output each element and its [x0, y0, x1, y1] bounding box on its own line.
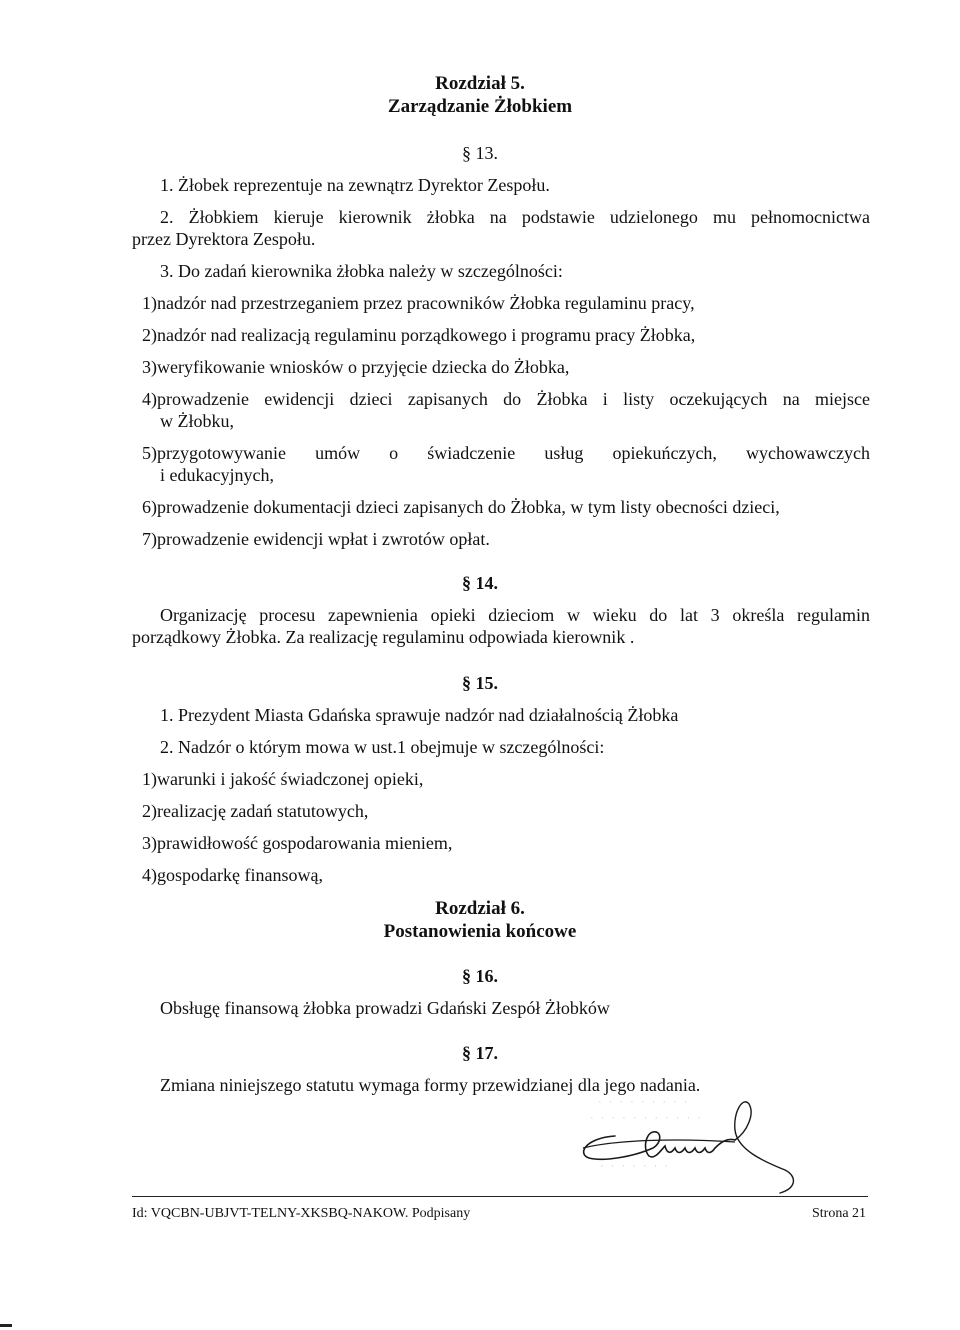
stamp-trace: · · · · · · · · · · ·: [590, 1112, 703, 1124]
stamp-trace: · · · · · · ·: [600, 1160, 670, 1172]
chapter-5-title: Zarządzanie Żłobkiem: [387, 96, 573, 117]
task-item: 1)nadzór nad przestrzeganiem przez pracowników Żłobka regulaminu pracy,: [142, 293, 695, 313]
section-13-item-1: 1. Żłobek reprezentuje na zewnątrz Dyrektor Zespołu.: [160, 175, 550, 195]
section-15-item-2: 2. Nadzór o którym mowa w ust.1 obejmuje w szczególności:: [160, 737, 605, 757]
section-14-sign: § 14.: [462, 573, 498, 593]
oversight-item: 3)prawidłowość gospodarowania mieniem,: [142, 833, 453, 853]
task-item: 4)prowadzenie ewidencji dzieci zapisanych do Żłobka i listy oczekujących na miejsce: [142, 389, 870, 409]
section-13-item-2-line-2: przez Dyrektora Zespołu.: [132, 229, 316, 249]
section-17-sign: § 17.: [462, 1043, 498, 1063]
task-item-continuation: w Żłobku,: [160, 411, 234, 431]
task-item: 3)weryfikowanie wniosków o przyjęcie dziecka do Żłobka,: [142, 357, 570, 377]
chapter-6-title: Postanowienia końcowe: [383, 921, 577, 942]
oversight-item: 4)gospodarkę finansową,: [142, 865, 323, 885]
task-item: 7)prowadzenie ewidencji wpłat i zwrotów opłat.: [142, 529, 490, 549]
footer-rule: [132, 1196, 868, 1197]
section-15-sign: § 15.: [462, 673, 498, 693]
oversight-item: 1)warunki i jakość świadczonej opieki,: [142, 769, 424, 789]
section-17-text: Zmiana niniejszego statutu wymaga formy przewidzianej dla jego nadania.: [160, 1075, 701, 1095]
section-16-text: Obsługę finansową żłobka prowadzi Gdański Zespół Żłobków: [160, 998, 610, 1018]
section-13-item-3: 3. Do zadań kierownika żłobka należy w szczególności:: [160, 261, 563, 281]
section-14-line-1: Organizację procesu zapewnienia opieki dzieciom w wieku do lat 3 określa regulamin: [160, 605, 870, 625]
footer-document-id: Id: VQCBN-UBJVT-TELNY-XKSBQ-NAKOW. Podpisany: [132, 1206, 471, 1221]
section-14-line-2: porządkowy Żłobka. Za realizację regulaminu odpowiada kierownik .: [132, 627, 635, 647]
task-item: 5)przygotowywanie umów o świadczenie usług opiekuńczych, wychowawczych: [142, 443, 870, 463]
section-16-sign: § 16.: [462, 966, 498, 986]
task-item-continuation: i edukacyjnych,: [160, 465, 274, 485]
chapter-5-heading: Rozdział 5.: [435, 73, 525, 94]
section-13-item-2-line-1: 2. Żłobkiem kieruje kierownik żłobka na podstawie udzielonego mu pełnomocnictwa: [160, 207, 870, 227]
handwritten-signature: [575, 1098, 805, 1198]
stamp-trace: · · · · · · · · ·: [598, 1096, 690, 1108]
oversight-item: 2)realizację zadań statutowych,: [142, 801, 369, 821]
scan-edge-mark: [0, 1324, 12, 1327]
chapter-6-heading: Rozdział 6.: [435, 898, 525, 919]
footer-page-number: Strona 21: [812, 1206, 867, 1221]
section-13-sign: § 13.: [462, 143, 498, 163]
section-15-item-1: 1. Prezydent Miasta Gdańska sprawuje nadzór nad działalnością Żłobka: [160, 705, 679, 725]
task-item: 6)prowadzenie dokumentacji dzieci zapisanych do Żłobka, w tym listy obecności dzieci,: [142, 497, 780, 517]
task-item: 2)nadzór nad realizacją regulaminu porządkowego i programu pracy Żłobka,: [142, 325, 696, 345]
